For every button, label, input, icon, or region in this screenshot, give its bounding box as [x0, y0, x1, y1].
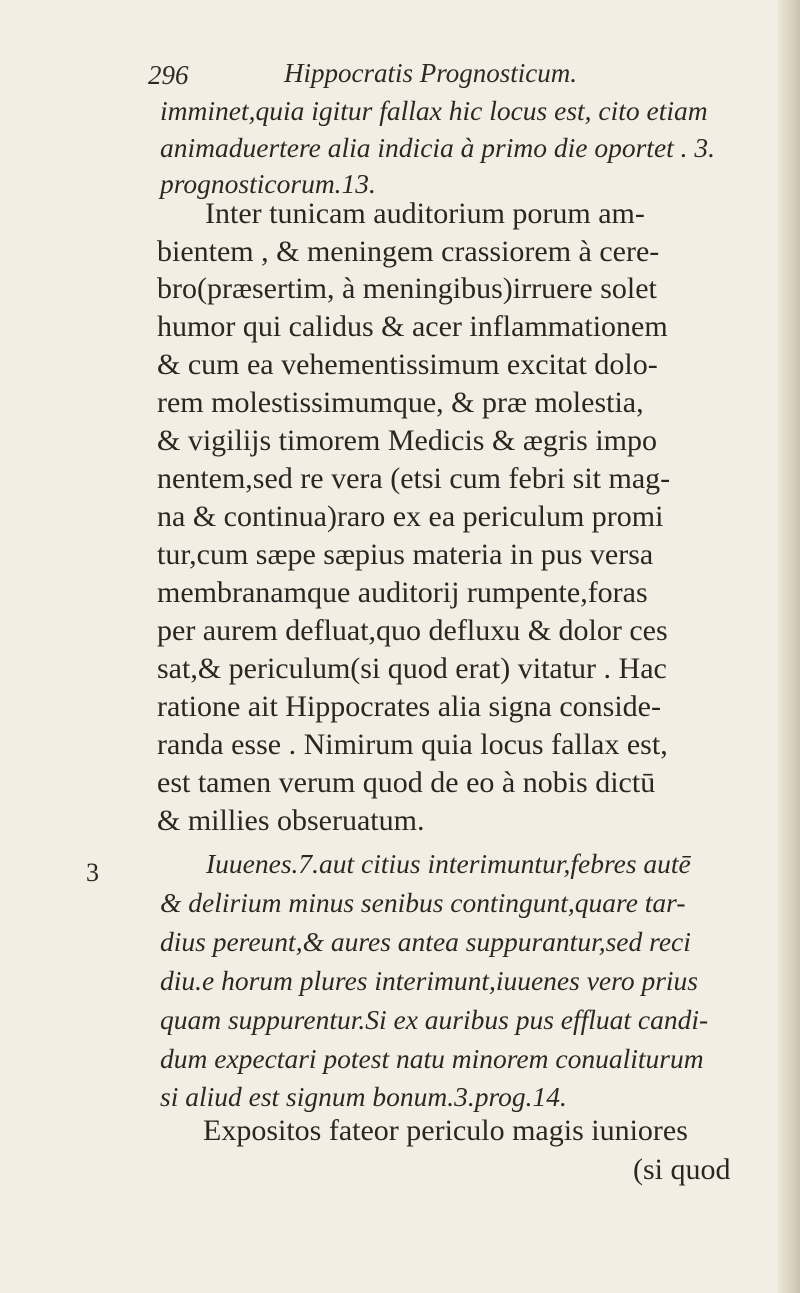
- text-line: & delirium minus senibus contingunt,quare tar-: [160, 887, 686, 918]
- text-line: nentem,sed re vera (etsi cum febri sit mag-: [157, 462, 671, 495]
- text-line: quam suppurentur.Si ex auribus pus effluat candi-: [160, 1004, 709, 1035]
- text-line: Expositos fateor periculo magis iuniores: [203, 1114, 688, 1147]
- text-line: humor qui calidus & acer inflammationem: [157, 310, 668, 343]
- text-line: randa esse . Nimirum quia locus fallax est,: [157, 728, 668, 761]
- text-line: & cum ea vehementissimum excitat dolo-: [157, 348, 658, 381]
- page-edge-shadow: [778, 0, 800, 1293]
- page-number: 296: [148, 60, 189, 90]
- text-line: & millies obseruatum.: [157, 804, 425, 837]
- text-line: dum expectari potest natu minorem conualiturum: [160, 1043, 704, 1074]
- text-line: Iuuenes.7.aut citius interimuntur,febres autē: [206, 848, 691, 879]
- text-line: ratione ait Hippocrates alia signa conside-: [157, 690, 661, 723]
- margin-note: 3: [86, 858, 99, 887]
- running-title: Hippocratis Prognosticum.: [284, 58, 577, 88]
- text-line: rem molestissimumque, & præ molestia,: [157, 386, 644, 419]
- catchword: (si quod: [633, 1153, 731, 1186]
- text-line: prognosticorum.13.: [160, 168, 376, 199]
- text-line: & vigilijs timorem Medicis & ægris impo: [157, 424, 657, 457]
- text-line: est tamen verum quod de eo à nobis dictū: [157, 766, 656, 799]
- text-line: membranamque auditorij rumpente,foras: [157, 576, 648, 609]
- text-line: animaduertere alia indicia à primo die oportet . 3.: [160, 132, 716, 163]
- text-line: bro(præsertim, à meningibus)irruere solet: [157, 272, 657, 305]
- text-line: bientem , & meningem crassiorem à cere-: [157, 235, 660, 268]
- text-line: Inter tunicam auditorium porum am-: [205, 197, 645, 230]
- text-line: sat,& periculum(si quod erat) vitatur . Hac: [157, 652, 667, 685]
- text-line: diu.e horum plures interimunt,iuuenes vero prius: [160, 965, 698, 996]
- text-line: si aliud est signum bonum.3.prog.14.: [160, 1081, 567, 1112]
- text-line: per aurem defluat,quo defluxu & dolor ces: [157, 614, 668, 647]
- text-line: dius pereunt,& aures antea suppurantur,sed reci: [160, 926, 691, 957]
- text-line: na & continua)raro ex ea periculum promi: [157, 500, 664, 533]
- text-line: imminet,quia igitur fallax hic locus est, cito etiam: [160, 95, 708, 126]
- text-line: tur,cum sæpe sæpius materia in pus versa: [157, 538, 654, 571]
